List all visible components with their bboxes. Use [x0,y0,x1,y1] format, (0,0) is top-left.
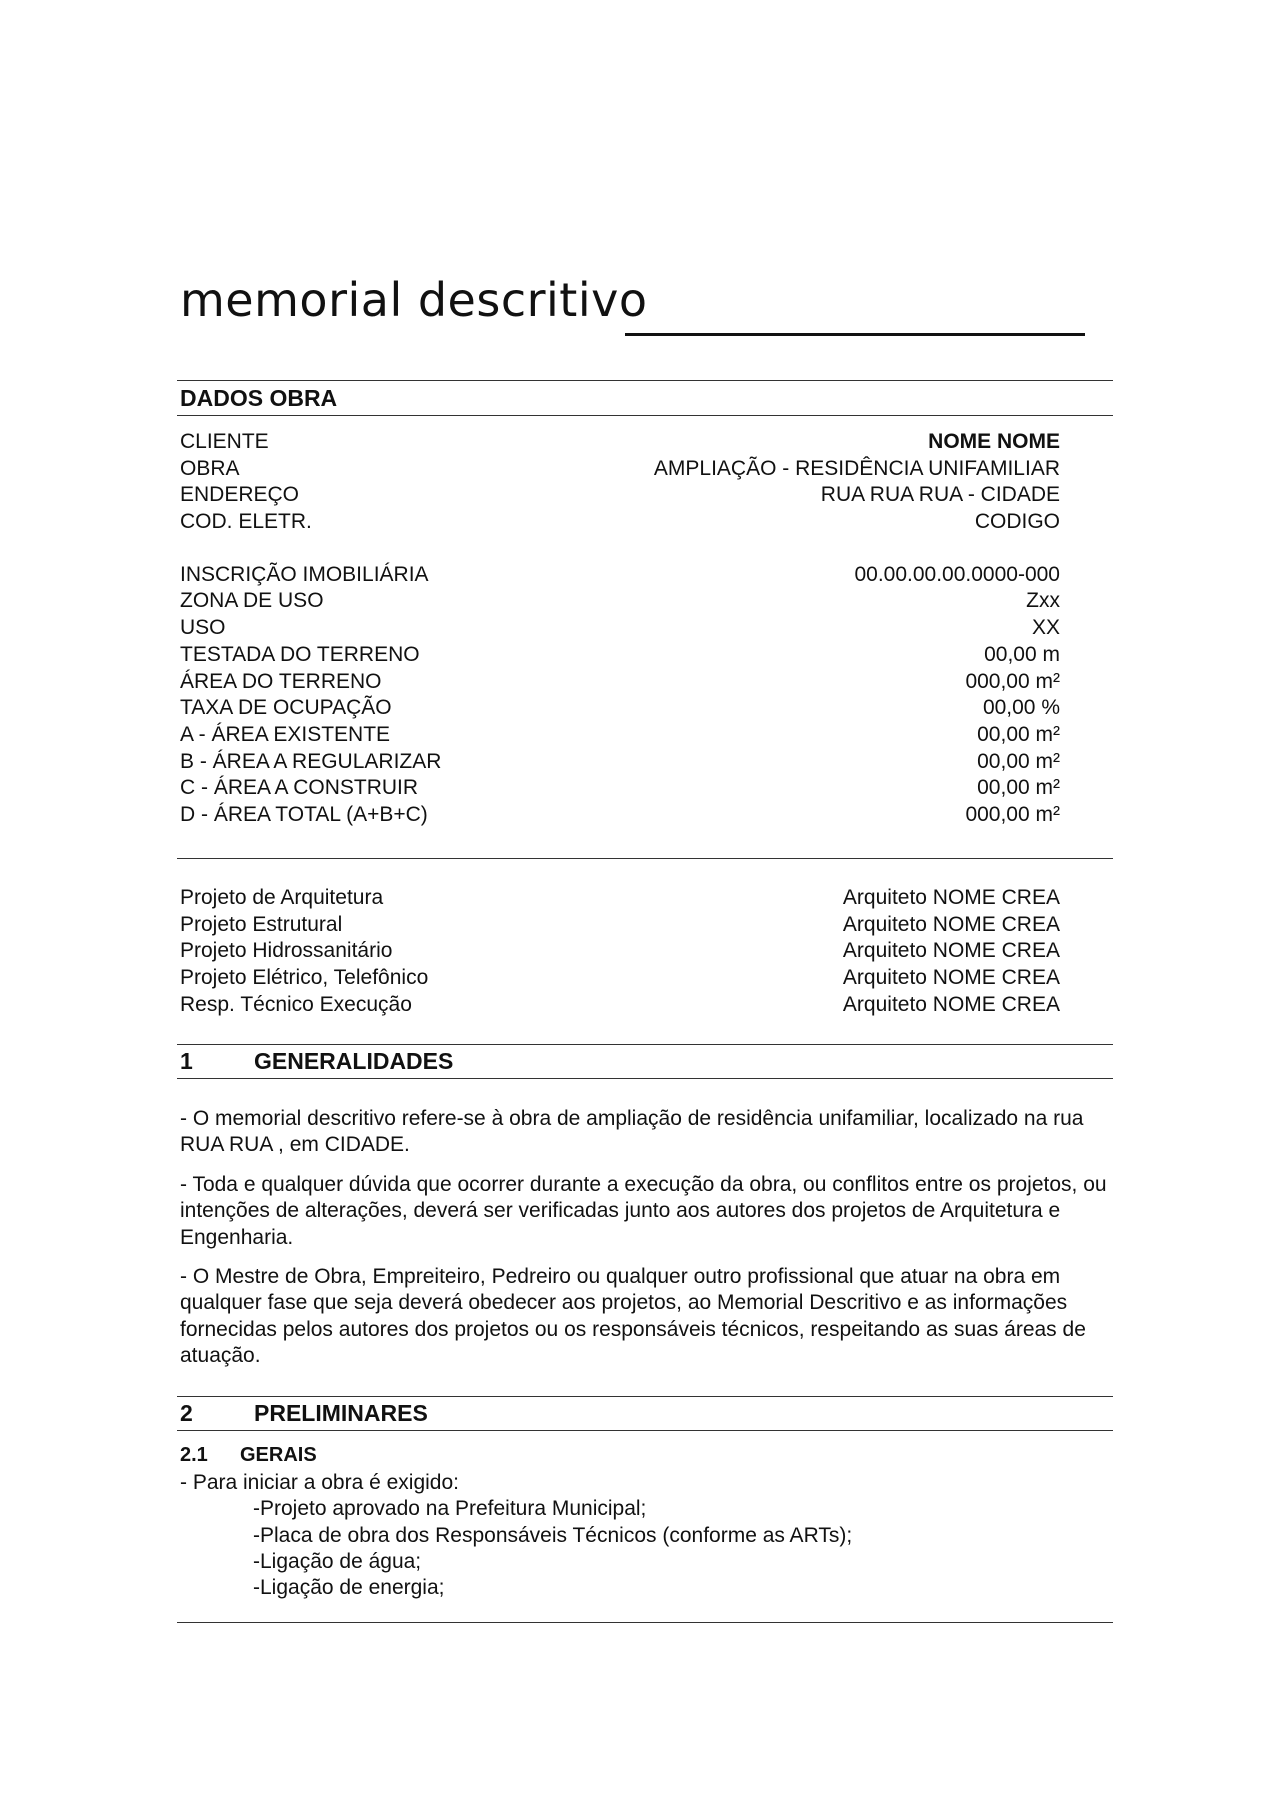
dados-obra-table [180,429,1060,829]
list-intro: - Para iniciar a obra é exigido: [180,1471,459,1494]
kv-value: 00,00 % [982,696,1060,720]
section-heading-text: DADOS OBRA [180,385,338,411]
kv-value: 00,00 m² [977,722,1060,746]
kv-row [180,992,1060,1019]
projetos-table [180,885,1060,1018]
kv-label: Projeto de Arquitetura [180,886,384,909]
section-heading-preliminares [180,1398,428,1428]
subsection-heading-gerais [180,1442,317,1468]
kv-label: D - ÁREA TOTAL (A+B+C) [180,802,428,826]
kv-value: Arquiteto NOME CREA [842,939,1060,963]
kv-label: COD. ELETR. [180,510,312,534]
kv-row [180,456,1060,483]
kv-label: Projeto Elétrico, Telefônico [180,966,429,990]
title-underline [625,333,1085,336]
kv-label: INSCRIÇÃO IMOBILIÁRIA [180,562,429,586]
list-item: -Placa de obra dos Responsáveis Técnicos (conforme as ARTs); [253,1523,853,1547]
spacer [180,536,1060,562]
document-title: memorial descritivo [180,273,648,327]
kv-value: 000,00 m² [965,802,1060,826]
kv-row [180,669,1060,696]
rule-section2-top [177,1396,1113,1397]
kv-value: 00,00 m² [977,776,1060,800]
rule-top-dados [177,380,1113,381]
kv-label: OBRA [180,456,240,480]
kv-row [180,749,1060,776]
rule-section1-top [177,1044,1113,1045]
kv-value: RUA RUA RUA - CIDADE [820,483,1060,507]
rule-projetos-top [177,858,1113,859]
kv-row [180,775,1060,802]
kv-label: Projeto Estrutural [180,912,343,936]
kv-value: Arquiteto NOME CREA [842,992,1060,1016]
kv-value: Arquiteto NOME CREA [842,912,1060,936]
list-item: -Ligação de energia; [253,1576,445,1600]
subsection-heading-text: GERAIS [240,1444,317,1466]
kv-label: Resp. Técnico Execução [180,992,412,1016]
paragraph: - O memorial descritivo refere-se à obra de ampliação de residência unifamiliar, localizado na rua RUA RUA , em CIDADE. [180,1107,1084,1157]
kv-label: C - ÁREA A CONSTRUIR [180,776,419,800]
rule-section2-bottom [177,1430,1113,1431]
kv-value: 00,00 m [984,642,1060,666]
kv-label: TAXA DE OCUPAÇÃO [180,696,392,720]
kv-value: AMPLIAÇÃO - RESIDÊNCIA UNIFAMILIAR [653,456,1060,480]
kv-value: CODIGO [974,510,1060,534]
kv-label: ÁREA DO TERRENO [180,669,382,693]
kv-value: Arquiteto NOME CREA [842,886,1060,909]
kv-row [180,938,1060,965]
kv-label: A - ÁREA EXISTENTE [180,722,391,746]
section-number: 2 [180,1400,193,1426]
kv-label: ENDEREÇO [180,483,300,507]
kv-value: 00,00 m² [977,749,1060,773]
section-number: 1 [180,1048,193,1074]
kv-row [180,482,1060,509]
kv-label: TESTADA DO TERRENO [180,642,420,666]
kv-row [180,429,1060,456]
kv-label: USO [180,616,226,640]
kv-row [180,695,1060,722]
kv-value: 000,00 m² [965,669,1060,693]
paragraph: - Toda e qualquer dúvida que ocorrer durante a execução da obra, ou conflitos entre os projetos, ou intenções de alterações, deverá ser verificadas junto aos autores dos projetos de Arquitetura e Engenharia. [180,1173,1107,1249]
kv-row [180,802,1060,829]
kv-label: B - ÁREA A REGULARIZAR [180,749,442,773]
kv-row [180,722,1060,749]
kv-row [180,642,1060,669]
kv-row [180,509,1060,536]
kv-label: ZONA DE USO [180,589,324,613]
kv-row [180,615,1060,642]
kv-value: Arquiteto NOME CREA [842,966,1060,990]
kv-value: Zxx [1026,589,1060,613]
subsection-number: 2.1 [180,1444,208,1466]
kv-label: Projeto Hidrossanitário [180,939,393,963]
rule-bottom-dados [177,415,1113,416]
rule-section1-bottom [177,1078,1113,1079]
kv-row [180,588,1060,615]
kv-value: NOME NOME [928,430,1060,453]
kv-row [180,912,1060,939]
kv-value: 00.00.00.00.0000-000 [854,562,1060,586]
paragraph: - O Mestre de Obra, Empreiteiro, Pedreiro ou qualquer outro profissional que atuar na obra em qualquer fase que seja deverá obedecer aos projetos, ao Memorial Descritivo e as informações fornecidas pelos autores dos projetos ou os responsáveis técnicos, respeitando as suas áreas de atuação. [180,1265,1086,1367]
section-heading-dados-obra [180,383,337,413]
rule-section2-end [177,1622,1113,1623]
section-heading-text: GENERALIDADES [254,1048,454,1074]
list-item: -Ligação de água; [253,1549,422,1573]
kv-row [180,885,1060,912]
kv-row [180,965,1060,992]
section-heading-generalidades [180,1046,453,1076]
kv-row [180,562,1060,589]
requirements-list [180,1470,1115,1601]
section-heading-text: PRELIMINARES [254,1400,428,1426]
kv-value: XX [1031,616,1060,640]
kv-label: CLIENTE [180,430,269,453]
list-item: -Projeto aprovado na Prefeitura Municipal; [253,1497,647,1521]
